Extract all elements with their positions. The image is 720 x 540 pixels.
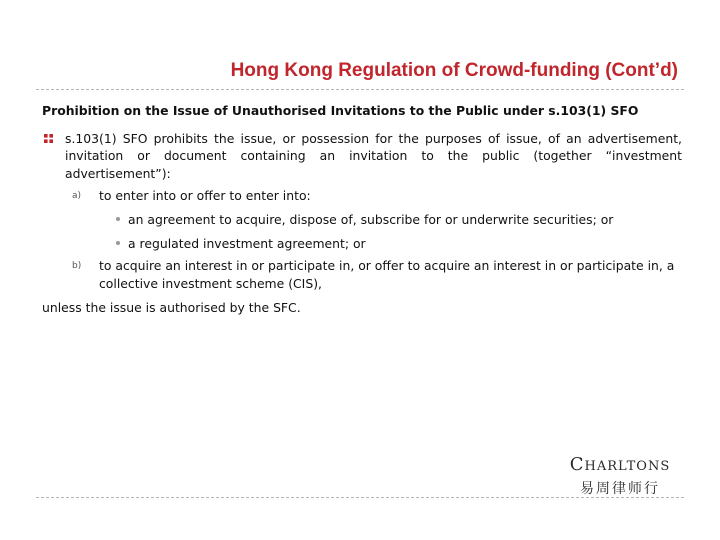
dot-item-text-1: an agreement to acquire, dispose of, subscribe for or underwrite securities; or — [128, 212, 614, 228]
sub-item-b — [42, 257, 682, 292]
dot-item-text-2: a regulated investment agreement; or — [128, 235, 366, 251]
dot-bullet-icon — [116, 217, 120, 221]
dot-item-text — [128, 235, 682, 253]
logo-name: Charltons — [569, 454, 671, 475]
sub-item-a — [42, 187, 682, 205]
dot-item-1 — [42, 211, 682, 229]
dot-bullet-icon — [116, 241, 120, 245]
bottom-divider — [36, 497, 684, 498]
main-bullet — [42, 130, 682, 183]
sub-item-letter: a) — [72, 191, 82, 202]
charltons-logo — [560, 456, 680, 498]
sub-item-text: to acquire an interest in or participate in, or offer to acquire an interest in or participate in, a collective investment scheme (CIS), — [99, 258, 675, 291]
sub-item-letter: b) — [72, 261, 82, 272]
slide-title: Hong Kong Regulation of Crowd-funding (Cont’d) — [230, 60, 678, 81]
dot-item-2 — [42, 235, 682, 253]
top-divider — [36, 89, 684, 90]
ornament-bullet-icon — [44, 134, 53, 143]
conclusion-text: unless the issue is authorised by the SFC. — [42, 300, 301, 316]
section-heading: Prohibition on the Issue of Unauthorised Invitations to the Public under s.103(1) SFO — [42, 103, 639, 118]
slide-body — [42, 102, 682, 329]
logo-chinese-name: 易周律师行 — [580, 481, 660, 497]
main-bullet-text: s.103(1) SFO prohibits the issue, or possession for the purposes of issue, of an advertisement, invitation or document containing an invitation to the public (together “investment advertisement”): — [65, 130, 682, 181]
sub-item-text: to enter into or offer to enter into: — [99, 188, 311, 204]
dot-item-text — [128, 211, 682, 229]
